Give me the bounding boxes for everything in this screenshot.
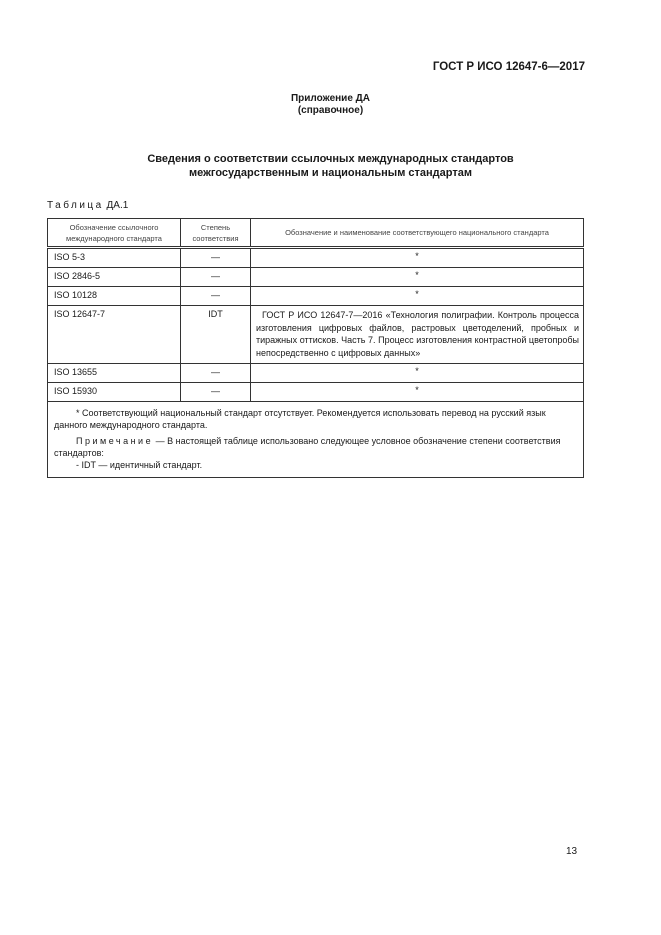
- table-row: [48, 268, 584, 287]
- table-row: [48, 306, 584, 364]
- footnote: * Соответствующий национальный стандарт отсутствует. Рекомендуется использовать перевод на русский язык данного международного стандарта.: [54, 408, 546, 430]
- page-number: 13: [566, 846, 578, 857]
- table-row: [48, 364, 584, 383]
- document-code: ГОСТ Р ИСО 12647-6—2017: [432, 61, 585, 73]
- cell-international: ISO 2846-5: [48, 268, 181, 287]
- cell-international: ISO 12647-7: [48, 306, 181, 364]
- correspondence-table: [47, 218, 584, 478]
- cell-international: ISO 13655: [48, 364, 181, 383]
- cell-degree: IDT: [181, 306, 251, 364]
- section-heading-line2: межгосударственным и национальным стандартам: [189, 167, 472, 179]
- table-row: [48, 287, 584, 306]
- table-caption-word: Таблица: [47, 200, 104, 211]
- table-row: [48, 383, 584, 402]
- table-notes-row: [48, 402, 584, 478]
- cell-degree: —: [181, 364, 251, 383]
- table-caption: [47, 200, 128, 211]
- note-text: — В настоящей таблице использовано следующее условное обозначение степени соответствия стандартов:: [54, 436, 561, 458]
- section-heading-line1: Сведения о соответствии ссылочных международных стандартов: [147, 153, 514, 165]
- table-caption-number: ДА.1: [106, 200, 129, 211]
- cell-national: *: [251, 364, 584, 383]
- cell-national: *: [251, 383, 584, 402]
- note: [54, 435, 577, 459]
- cell-national: *: [251, 248, 584, 268]
- column-header-degree: Степень соответствия: [181, 219, 251, 248]
- cell-national: *: [251, 287, 584, 306]
- table-header-row: [48, 219, 584, 248]
- annex-subtitle: (справочное): [297, 105, 364, 116]
- cell-degree: —: [181, 268, 251, 287]
- cell-national: *: [251, 268, 584, 287]
- cell-international: ISO 15930: [48, 383, 181, 402]
- note-label: Примечание: [76, 436, 154, 446]
- cell-international: ISO 10128: [48, 287, 181, 306]
- cell-national: ГОСТ Р ИСО 12647-7—2016 «Технология полиграфии. Контроль процесса изготовления цифровых файлов, растровых цветоделений, пробных и тиражных оттисков. Часть 7. Процесс изготовления контрастной цветопробы непосредственно с цифровых данных»: [251, 306, 584, 364]
- table-row: [48, 248, 584, 268]
- table-notes: [48, 402, 584, 478]
- cell-international: ISO 5-3: [48, 248, 181, 268]
- annex-title: Приложение ДА: [290, 93, 371, 104]
- column-header-national: Обозначение и наименование соответствующего национального стандарта: [251, 219, 584, 248]
- cell-degree: —: [181, 383, 251, 402]
- cell-degree: —: [181, 248, 251, 268]
- cell-degree: —: [181, 287, 251, 306]
- note-item: - IDT — идентичный стандарт.: [76, 460, 203, 470]
- column-header-international: Обозначение ссылочного международного стандарта: [48, 219, 181, 248]
